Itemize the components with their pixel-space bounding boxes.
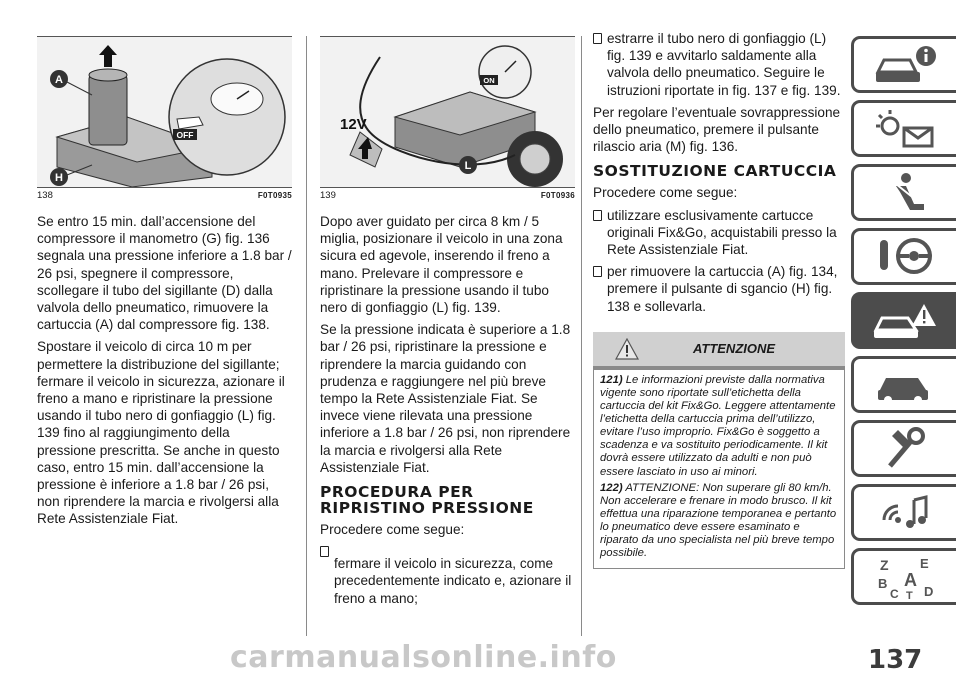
index-letter: T bbox=[906, 589, 913, 600]
column-1 bbox=[37, 36, 292, 533]
index-icon bbox=[870, 554, 940, 600]
figure-139-illustration bbox=[320, 36, 575, 188]
key-steering-icon bbox=[870, 234, 940, 280]
column-divider bbox=[581, 36, 582, 636]
checkbox-bullet-icon bbox=[593, 33, 602, 44]
warning-box bbox=[593, 332, 845, 569]
figure-label-a: A bbox=[55, 74, 63, 86]
tools-icon bbox=[870, 426, 940, 472]
paragraph: Per regolare l’eventuale sovrappressione dello pneumatico, premere il pulsante rilascio aria (M) fig. 136. bbox=[593, 104, 841, 155]
figure-label-off: OFF bbox=[176, 130, 194, 140]
figure-caption bbox=[320, 190, 575, 201]
paragraph: Se entro 15 min. dall’accensione del compressore il manometro (G) fig. 136 segnala una pressione inferiore a 1.8 bar / 26 psi, spegnere il compressore, scollegare il tubo del sigillante (D) dalla valvola dello pneumatico, rimuovere la cartuccia (A) dal compressore fig. 138. bbox=[37, 214, 292, 333]
column-3 bbox=[593, 30, 843, 569]
car-emergency-icon bbox=[870, 298, 940, 344]
index-letter: D bbox=[924, 583, 934, 599]
watermark: carmanualsonline.info bbox=[230, 640, 617, 675]
page-number: 137 bbox=[868, 645, 923, 675]
paragraph: Dopo aver guidato per circa 8 km / 5 miglia, posizionare il veicolo in una zona sicura ed agevole, inserendo il freno a mano. Prelevare il compressore e ripristinare la pressione usando il tubo nero di gonfiaggio (L) fig. 139. bbox=[320, 214, 563, 316]
chapter-tab-technical-data[interactable] bbox=[851, 420, 956, 477]
inflation-hose-illustration bbox=[320, 37, 575, 187]
car-info-icon bbox=[870, 42, 940, 88]
index-letter: C bbox=[890, 586, 899, 600]
paragraph: Spostare il veicolo di circa 10 m per permettere la distribuzione del sigillante; fermare il veicolo in sicurezza, azionare il freno a mano e ripristinare la pressione usando il tubo nero di gonfiaggio (L) fig. 139 fino al raggiungimento della pressione prescritta. Se anche in questo caso, entro 15 min. dall’accensione la pressione è inferiore a 1.8 bar / 26 psi, non riprendere la marcia e rivolgersi alla Rete Assistenziale Fiat. bbox=[37, 339, 285, 527]
warning-note: 121) Le informazioni previste dalla normativa vigente sono riportate sull’etichetta della cartuccia del kit Fix&Go. Leggere attentamente l’etichetta della cartuccia prima dell’utilizzo, evitare l’uso improprio. Fix&Go è soggetto a scadenza e va sostituito periodicamente. Il kit dovrà essere utilizzato da adulti e non può essere lasciato in uso ai minori. bbox=[600, 373, 836, 478]
warning-header bbox=[593, 332, 845, 366]
figure-label-l: L bbox=[464, 160, 472, 172]
figure-code: F0T0936 bbox=[540, 191, 575, 200]
section-heading: SOSTITUZIONE CARTUCCIA bbox=[593, 162, 837, 181]
chapter-tab-emergency[interactable] bbox=[851, 292, 956, 349]
chapter-tabs bbox=[851, 36, 956, 612]
warning-triangle-icon bbox=[615, 338, 639, 360]
car-service-icon bbox=[870, 362, 940, 408]
index-letter: B bbox=[878, 575, 888, 591]
chapter-tab-maintenance[interactable] bbox=[851, 356, 956, 413]
figure-label-h: H bbox=[55, 172, 63, 184]
list-item: fermare il veicolo in sicurezza, come precedentemente indicato e, azionare il freno a mano; bbox=[320, 543, 575, 612]
figure-caption bbox=[37, 190, 292, 201]
chapter-tab-driving[interactable] bbox=[851, 228, 956, 285]
index-letter: E bbox=[920, 555, 929, 571]
index-letter: A bbox=[904, 569, 917, 590]
index-letter: Z bbox=[880, 556, 889, 573]
paragraph: Procedere come segue: bbox=[320, 522, 465, 538]
column-divider bbox=[306, 36, 307, 636]
list-item: utilizzare esclusivamente cartucce originali Fix&Go, acquistabili presso la Rete Assistenziale Fiat. bbox=[593, 207, 843, 264]
warning-note: 122) ATTENZIONE: Non superare gli 80 km/h. Non accelerare e frenare in modo brusco. Il kit effettua una riparazione temporanea e pertanto lo pneumatico deve essere esaminato e riparato da uno specialista nel più breve tempo possibile. bbox=[600, 481, 837, 560]
chapter-tab-car-info[interactable] bbox=[851, 36, 956, 93]
multimedia-icon bbox=[870, 490, 940, 536]
chapter-tab-multimedia[interactable] bbox=[851, 484, 956, 541]
compressor-cartridge-illustration bbox=[37, 37, 292, 187]
checkbox-bullet-icon bbox=[593, 210, 602, 221]
figure-label-12v: 12V bbox=[340, 116, 367, 133]
list-item: per rimuovere la cartuccia (A) fig. 134, premere il pulsante di sgancio (H) fig. 138 e sollevarla. bbox=[593, 263, 843, 320]
section-heading: PROCEDURA PER RIPRISTINO PRESSIONE bbox=[320, 483, 534, 518]
figure-label-on: ON bbox=[483, 76, 495, 85]
figure-138-illustration bbox=[37, 36, 292, 188]
checkbox-bullet-icon bbox=[320, 546, 329, 557]
figure-number: 139 bbox=[320, 190, 336, 201]
warning-title: ATTENZIONE bbox=[692, 341, 776, 357]
warning-body bbox=[593, 366, 845, 569]
checkbox-bullet-icon bbox=[593, 266, 602, 277]
warning-lights-icon bbox=[870, 106, 940, 152]
paragraph: Se la pressione indicata è superiore a 1.8 bar / 26 psi, ripristinare la pressione e riprendere la marcia guidando con prudenza e raggiungere nel più breve tempo la Rete Assistenziale Fiat. Se invece viene rilevata una pressione inferiore a 1.8 bar / 26 psi, non riprendere la marcia e rivolgersi alla Rete Assistenziale Fiat. bbox=[320, 322, 571, 475]
chapter-tab-warning-lights[interactable] bbox=[851, 100, 956, 157]
paragraph: Procedere come segue: bbox=[593, 185, 738, 201]
airbag-seat-icon bbox=[870, 170, 940, 216]
chapter-tab-safety[interactable] bbox=[851, 164, 956, 221]
column-2 bbox=[320, 36, 575, 612]
list-item: estrarre il tubo nero di gonfiaggio (L) fig. 139 e avvitarlo saldamente alla valvola dello pneumatico. Seguire le istruzioni riportate in fig. 137 e fig. 139. bbox=[593, 30, 843, 104]
figure-number: 138 bbox=[37, 190, 53, 201]
chapter-tab-index[interactable] bbox=[851, 548, 956, 605]
figure-code: F0T0935 bbox=[257, 191, 292, 200]
